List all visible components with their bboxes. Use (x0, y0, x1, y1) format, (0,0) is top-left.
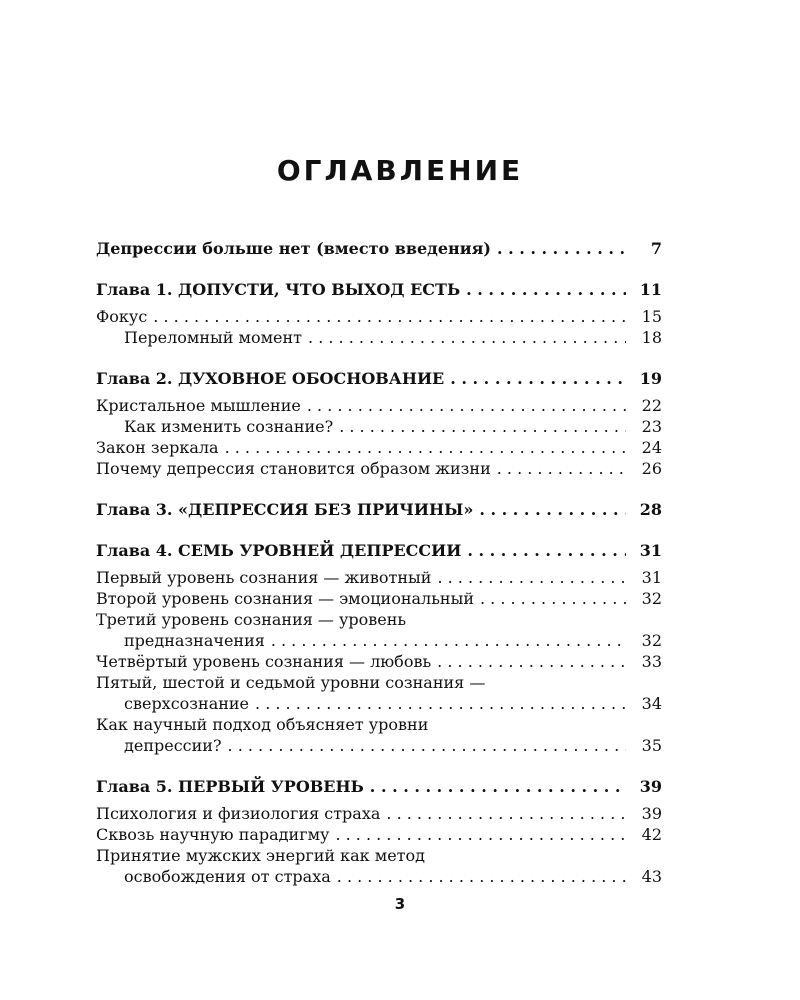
toc-entry-focus (96, 306, 662, 327)
toc-entry-title: Третий уровень сознания — уровень (96, 610, 407, 629)
toc-entry-chapter-5 (96, 776, 662, 797)
toc-page-number: 23 (641, 417, 662, 436)
toc-entry-scientific-approach-line-1 (96, 714, 662, 735)
dot-leader (480, 588, 626, 609)
toc-entry-level-3 (96, 630, 662, 651)
toc-page-number: 39 (641, 804, 662, 823)
toc-entry-level-2 (96, 588, 662, 609)
toc-page-number: 34 (641, 694, 662, 713)
toc-entry-title: Четвёртый уровень сознания — любовь (96, 652, 432, 671)
toc-entry-title: Как изменить сознание? (124, 417, 334, 436)
dot-leader (497, 458, 626, 479)
dot-leader (255, 693, 626, 714)
dot-leader (450, 368, 626, 389)
toc-page-number: 24 (641, 438, 662, 457)
toc-entry-chapter-2 (96, 368, 662, 389)
toc-entry-chapter-3 (96, 499, 662, 520)
dot-leader (337, 866, 626, 887)
toc-entry-title: Как научный подход объясняет уровни (96, 715, 429, 734)
toc-entry-fear-psychology (96, 803, 662, 824)
dot-leader (271, 630, 626, 651)
toc-entry-title: Депрессии больше нет (вместо введения) (96, 239, 491, 258)
toc-entry-level-1 (96, 567, 662, 588)
toc-entry-chapter-4 (96, 540, 662, 561)
toc-entry-title: Глава 4. СЕМЬ УРОВНЕЙ ДЕПРЕССИИ (96, 541, 462, 560)
toc-page-number: 42 (641, 825, 662, 844)
dot-leader (335, 824, 626, 845)
toc-entry-title: Почему депрессия становится образом жизни (96, 459, 491, 478)
toc-entry-male-energies-line-1 (96, 845, 662, 866)
toc-page-number: 11 (639, 280, 662, 299)
dot-leader (153, 306, 626, 327)
dot-leader (437, 651, 626, 672)
toc-entry-level-5-7-line-1 (96, 672, 662, 693)
toc-page-number: 31 (641, 568, 662, 587)
page-number: 3 (394, 895, 406, 913)
dot-leader (466, 279, 626, 300)
toc-entry-title: освобождения от страха (124, 867, 331, 886)
toc-entry-title: предназначения (124, 631, 265, 650)
toc-entry-title: депрессии? (124, 736, 222, 755)
table-of-contents (96, 238, 662, 887)
toc-page-number: 35 (641, 736, 662, 755)
dot-leader (228, 735, 626, 756)
toc-page-number: 7 (650, 239, 662, 258)
toc-page-number: 18 (641, 328, 662, 347)
dot-leader (339, 416, 626, 437)
toc-entry-change-consciousness (96, 416, 662, 437)
toc-entry-title: Глава 2. ДУХОВНОЕ ОБОСНОВАНИЕ (96, 369, 445, 388)
dot-leader (437, 567, 626, 588)
toc-entry-level-3-line-1 (96, 609, 662, 630)
toc-entry-turning-point (96, 327, 662, 348)
toc-entry-title: сверхсознание (124, 694, 250, 713)
toc-entry-title: Сквозь научную парадигму (96, 825, 330, 844)
toc-entry-scientific-approach (96, 735, 662, 756)
page-title: ОГЛАВЛЕНИЕ (276, 154, 524, 187)
toc-entry-scientific-paradigm (96, 824, 662, 845)
toc-page-number: 32 (641, 631, 662, 650)
dot-leader (370, 776, 626, 797)
toc-page-number: 39 (639, 777, 662, 796)
toc-entry-title: Кристальное мышление (96, 396, 301, 415)
toc-entry-title: Первый уровень сознания — животный (96, 568, 432, 587)
toc-entry-level-5-7 (96, 693, 662, 714)
dot-leader (497, 238, 626, 259)
toc-page-number: 31 (639, 541, 662, 560)
toc-entry-title: Глава 5. ПЕРВЫЙ УРОВЕНЬ (96, 777, 364, 796)
toc-entry-chapter-1 (96, 279, 662, 300)
toc-page-number: 33 (641, 652, 662, 671)
toc-page-number: 15 (641, 307, 662, 326)
toc-page-number: 26 (641, 459, 662, 478)
toc-entry-intro (96, 238, 662, 259)
toc-entry-title: Закон зеркала (96, 438, 219, 457)
dot-leader (479, 499, 626, 520)
dot-leader (386, 803, 626, 824)
toc-entry-male-energies (96, 866, 662, 887)
toc-entry-level-4 (96, 651, 662, 672)
dot-leader (307, 395, 626, 416)
toc-entry-title: Второй уровень сознания — эмоциональный (96, 589, 474, 608)
dot-leader (308, 327, 626, 348)
toc-page-number: 28 (639, 500, 662, 519)
toc-entry-title: Пятый, шестой и седьмой уровни сознания — (96, 673, 486, 692)
toc-entry-mirror-law (96, 437, 662, 458)
toc-page-number: 32 (641, 589, 662, 608)
toc-entry-title: Переломный момент (124, 328, 303, 347)
toc-entry-title: Психология и физиология страха (96, 804, 381, 823)
toc-page-number: 22 (641, 396, 662, 415)
toc-entry-title: Глава 3. «ДЕПРЕССИЯ БЕЗ ПРИЧИНЫ» (96, 500, 474, 519)
toc-entry-title: Глава 1. ДОПУСТИ, ЧТО ВЫХОД ЕСТЬ (96, 280, 461, 299)
toc-page-number: 43 (641, 867, 662, 886)
toc-entry-depression-lifestyle (96, 458, 662, 479)
toc-page-number: 19 (639, 369, 662, 388)
toc-entry-crystal-thinking (96, 395, 662, 416)
toc-entry-title: Принятие мужских энергий как метод (96, 846, 426, 865)
toc-entry-title: Фокус (96, 307, 148, 326)
dot-leader (467, 540, 626, 561)
dot-leader (225, 437, 626, 458)
